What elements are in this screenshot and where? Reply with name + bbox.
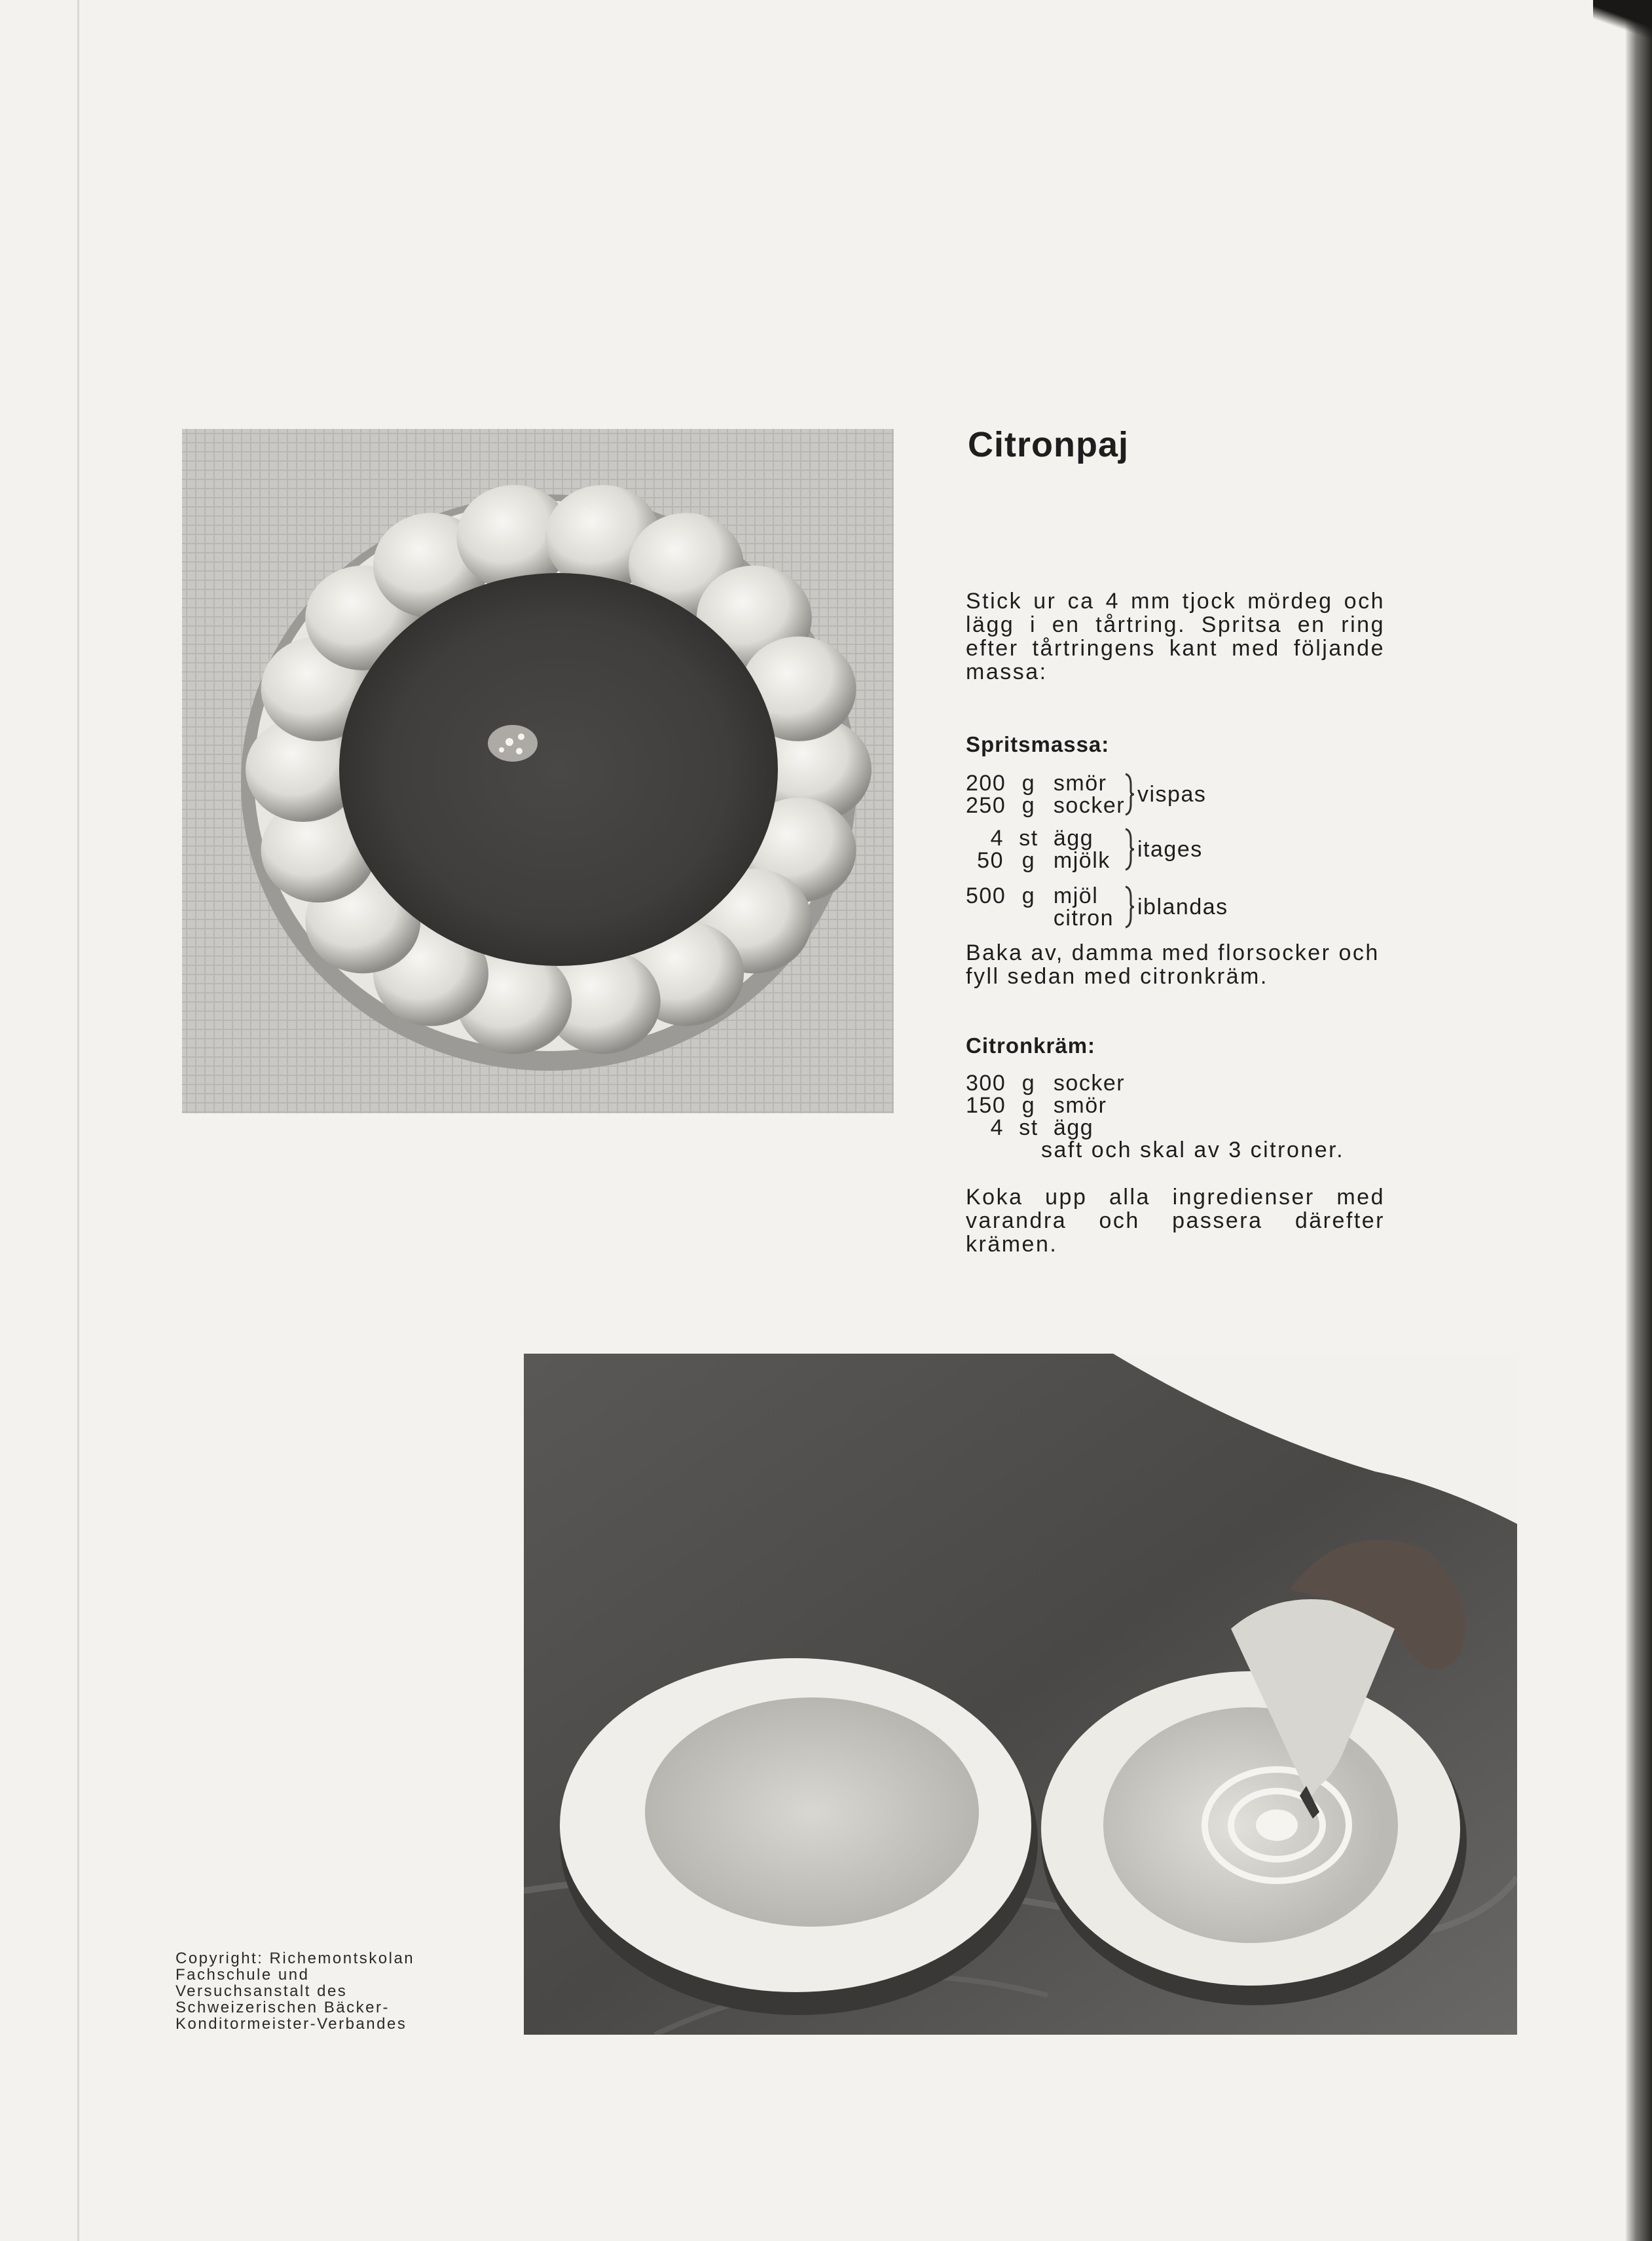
ingredient-row: 250 g socker bbox=[966, 793, 1126, 818]
ingredient-row: 500 g mjöl bbox=[966, 883, 1099, 908]
ingredient-row: 200 g smör bbox=[966, 771, 1107, 796]
group-label-vispas: vispas bbox=[1137, 782, 1207, 807]
page-corner-shadow bbox=[1593, 0, 1652, 46]
koka-instructions: Koka upp alla ingredienser med varandra och passera därefter krämen. bbox=[966, 1185, 1385, 1257]
brace bbox=[1123, 773, 1136, 816]
piping-illustration bbox=[524, 1354, 1517, 2035]
ingredient-row: 50 g mjölk bbox=[977, 848, 1111, 873]
page-edge-shadow bbox=[1626, 0, 1652, 2241]
lemon-tart-illustration bbox=[182, 429, 894, 1113]
bake-instructions: Baka av, damma med florsocker och fyll sedan med citronkräm. bbox=[966, 940, 1380, 989]
spritsmassa-heading: Spritsmassa: bbox=[966, 732, 1110, 756]
piping-tart-photo bbox=[524, 1354, 1517, 2035]
ingredient-row: 4 st ägg bbox=[990, 1115, 1094, 1140]
group-label-itages: itages bbox=[1137, 837, 1203, 862]
intro-paragraph: Stick ur ca 4 mm tjock mördeg och lägg i en tårtring. Spritsa en ring efter tårtringens kant med följande massa: bbox=[966, 589, 1385, 684]
citronkram-extra: saft och skal av 3 citroner. bbox=[1041, 1138, 1345, 1162]
citronkram-heading: Citronkräm: bbox=[966, 1033, 1096, 1058]
recipe-title: Citronpaj bbox=[968, 425, 1129, 464]
ingredient-row: 300 g socker bbox=[966, 1071, 1126, 1096]
group-label-iblandas: iblandas bbox=[1137, 895, 1228, 919]
brace bbox=[1123, 828, 1136, 871]
ingredient-row: citron bbox=[1053, 906, 1114, 931]
ingredient-row: 4 st ägg bbox=[990, 826, 1094, 851]
copyright-notice: Copyright: Richemontskolan Fachschule und Versuchsanstalt des Schweizerischen Bäcker-Konditormeister-Verbandes bbox=[175, 1950, 415, 2033]
binding-edge bbox=[77, 0, 79, 2241]
lemon-tart-photo bbox=[182, 429, 894, 1113]
brace bbox=[1123, 885, 1136, 929]
ingredient-row: 150 g smör bbox=[966, 1093, 1107, 1118]
